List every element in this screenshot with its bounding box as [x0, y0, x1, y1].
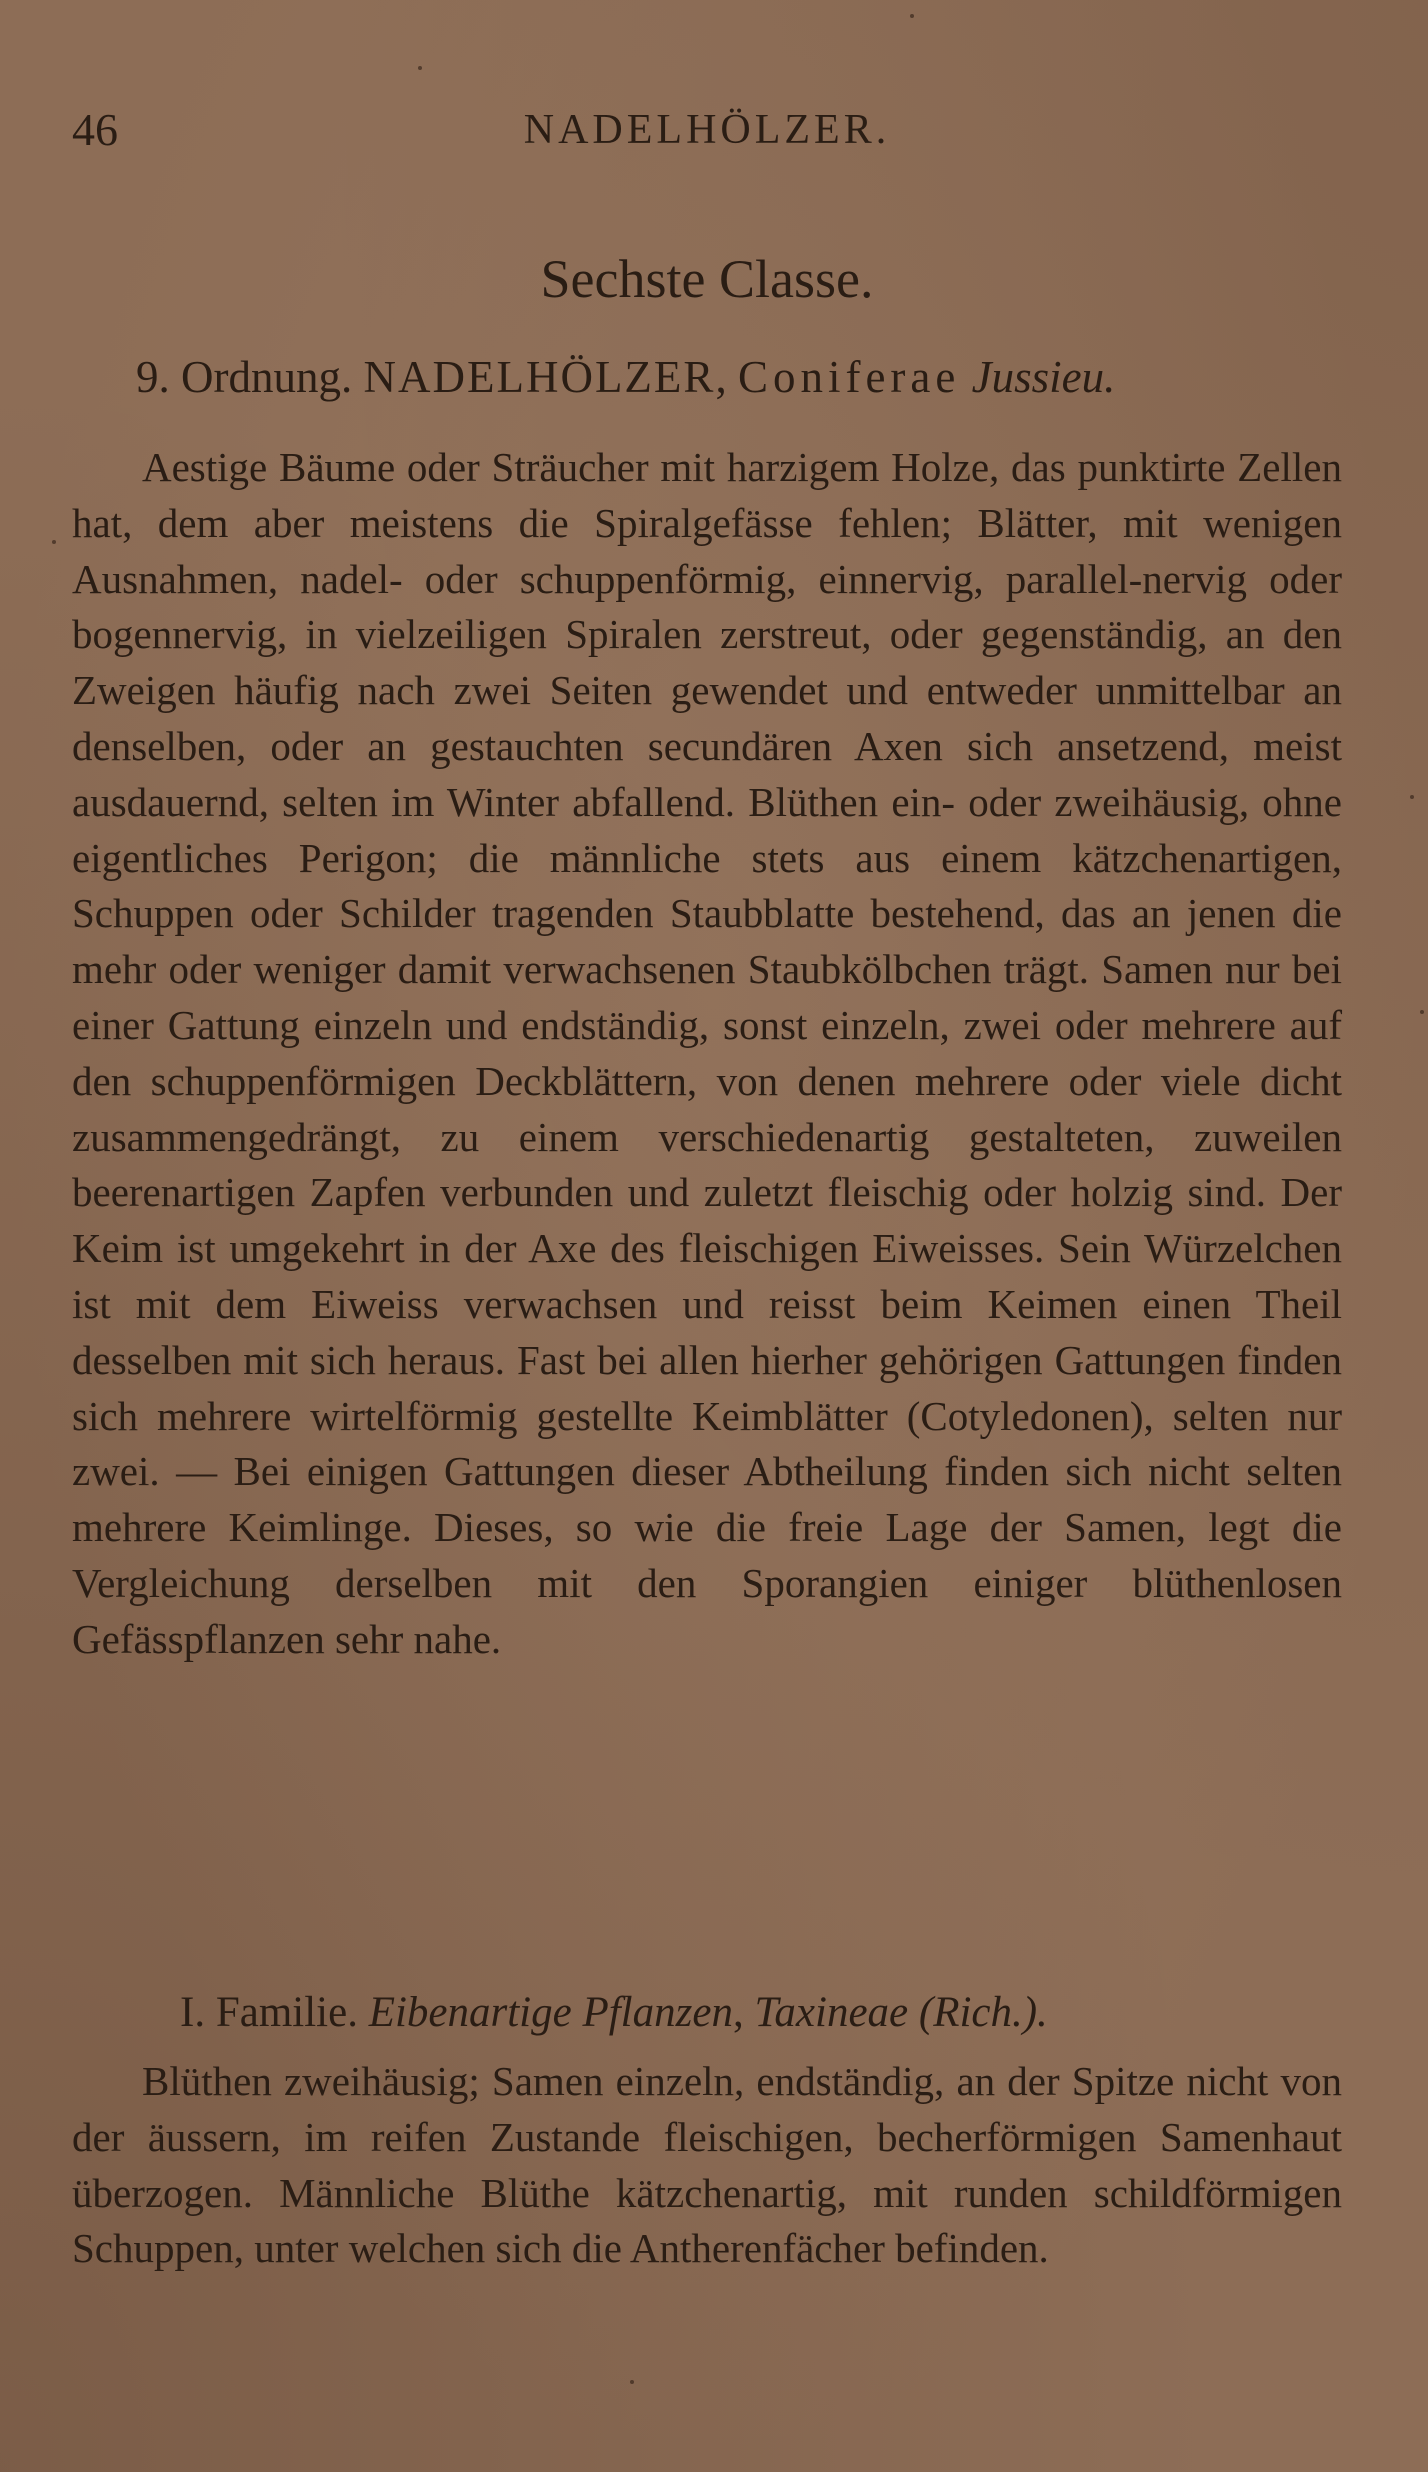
paper-speck — [630, 2380, 634, 2384]
paper-speck — [52, 540, 56, 544]
paper-speck — [1410, 795, 1414, 799]
family-heading — [72, 1982, 1342, 2044]
order-latin-name: Coniferae — [737, 352, 961, 402]
class-title: Sechste Classe. — [540, 249, 874, 309]
family-description-paragraph: Blüthen zweihäusig; Samen einzeln, endständig, an der Spitze nicht von der äussern, im reifen Zustande fleischigen, becherförmigen Samenhaut überzogen. Männliche Blüthe kätzchenartig, mit runden schildförmigen Schuppen, unter welchen sich die Antherenfächer befinden. — [72, 2058, 1342, 2272]
family-separator: , — [732, 1989, 755, 2036]
family-german-name: Eibenartige Pflanzen — [368, 1989, 733, 2036]
order-heading — [72, 344, 1342, 410]
order-separator: , — [715, 352, 738, 402]
family-prefix: I. Familie. — [180, 1989, 369, 2036]
family-latin-name: Taxineae (Rich.). — [754, 1989, 1048, 2036]
order-prefix: 9. Ordnung. — [136, 352, 364, 402]
running-head: NADELHÖLZER. — [523, 107, 891, 153]
order-author: Jussieu. — [971, 352, 1116, 402]
paper-speck — [1420, 1010, 1424, 1014]
page-number: 46 — [72, 104, 118, 155]
page-header — [72, 100, 1342, 160]
order-name: NADELHÖLZER — [363, 352, 716, 402]
paper-speck — [418, 66, 422, 70]
paper-speck — [910, 14, 914, 18]
order-description-paragraph: Aestige Bäume oder Sträucher mit harzigem Holze, das punktirte Zellen hat, dem aber meistens die Spiralgefässe fehlen; Blätter, mit wenigen Ausnahmen, nadel- oder schuppenförmig, einnervig, parallel-nervig oder bogennervig, in vielzeiligen Spiralen zerstreut, oder gegenständig, an den Zweigen häufig nach zwei Seiten gewendet und entweder unmittelbar an denselben, oder an gestauchten secundären Axen sich ansetzend, meist ausdauernd, selten im Winter abfallend. Blüthen ein- oder zweihäusig, ohne eigentliches Perigon; die männliche stets aus einem kätzchenartigen, Schuppen oder Schilder tragenden Staubblatte bestehend, das an jenen die mehr oder weniger damit verwachsenen Staubkölbchen trägt. Samen nur bei einer Gattung einzeln und endständig, sonst einzeln, zwei oder mehrere auf den schuppenförmigen Deckblättern, von denen mehrere oder viele dicht zusammengedrängt, zu einem verschiedenartig gestalteten, zuweilen beerenartigen Zapfen verbunden und zuletzt fleischig oder holzig sind. Der Keim ist umgekehrt in der Axe des fleischigen Eiweisses. Sein Würzelchen ist mit dem Eiweiss verwachsen und reisst beim Keimen einen Theil desselben mit sich heraus. Fast bei allen hierher gehörigen Gattungen finden sich mehrere wirtelförmig gestellte Keimblätter (Cotyledonen), selten nur zwei. — Bei einigen Gattungen dieser Abtheilung finden sich nicht selten mehrere Keimlinge. Dieses, so wie die freie Lage der Samen, legt die Vergleichung derselben mit den Sporangien einiger blüthenlosen Gefässpflanzen sehr nahe. — [72, 444, 1342, 1662]
